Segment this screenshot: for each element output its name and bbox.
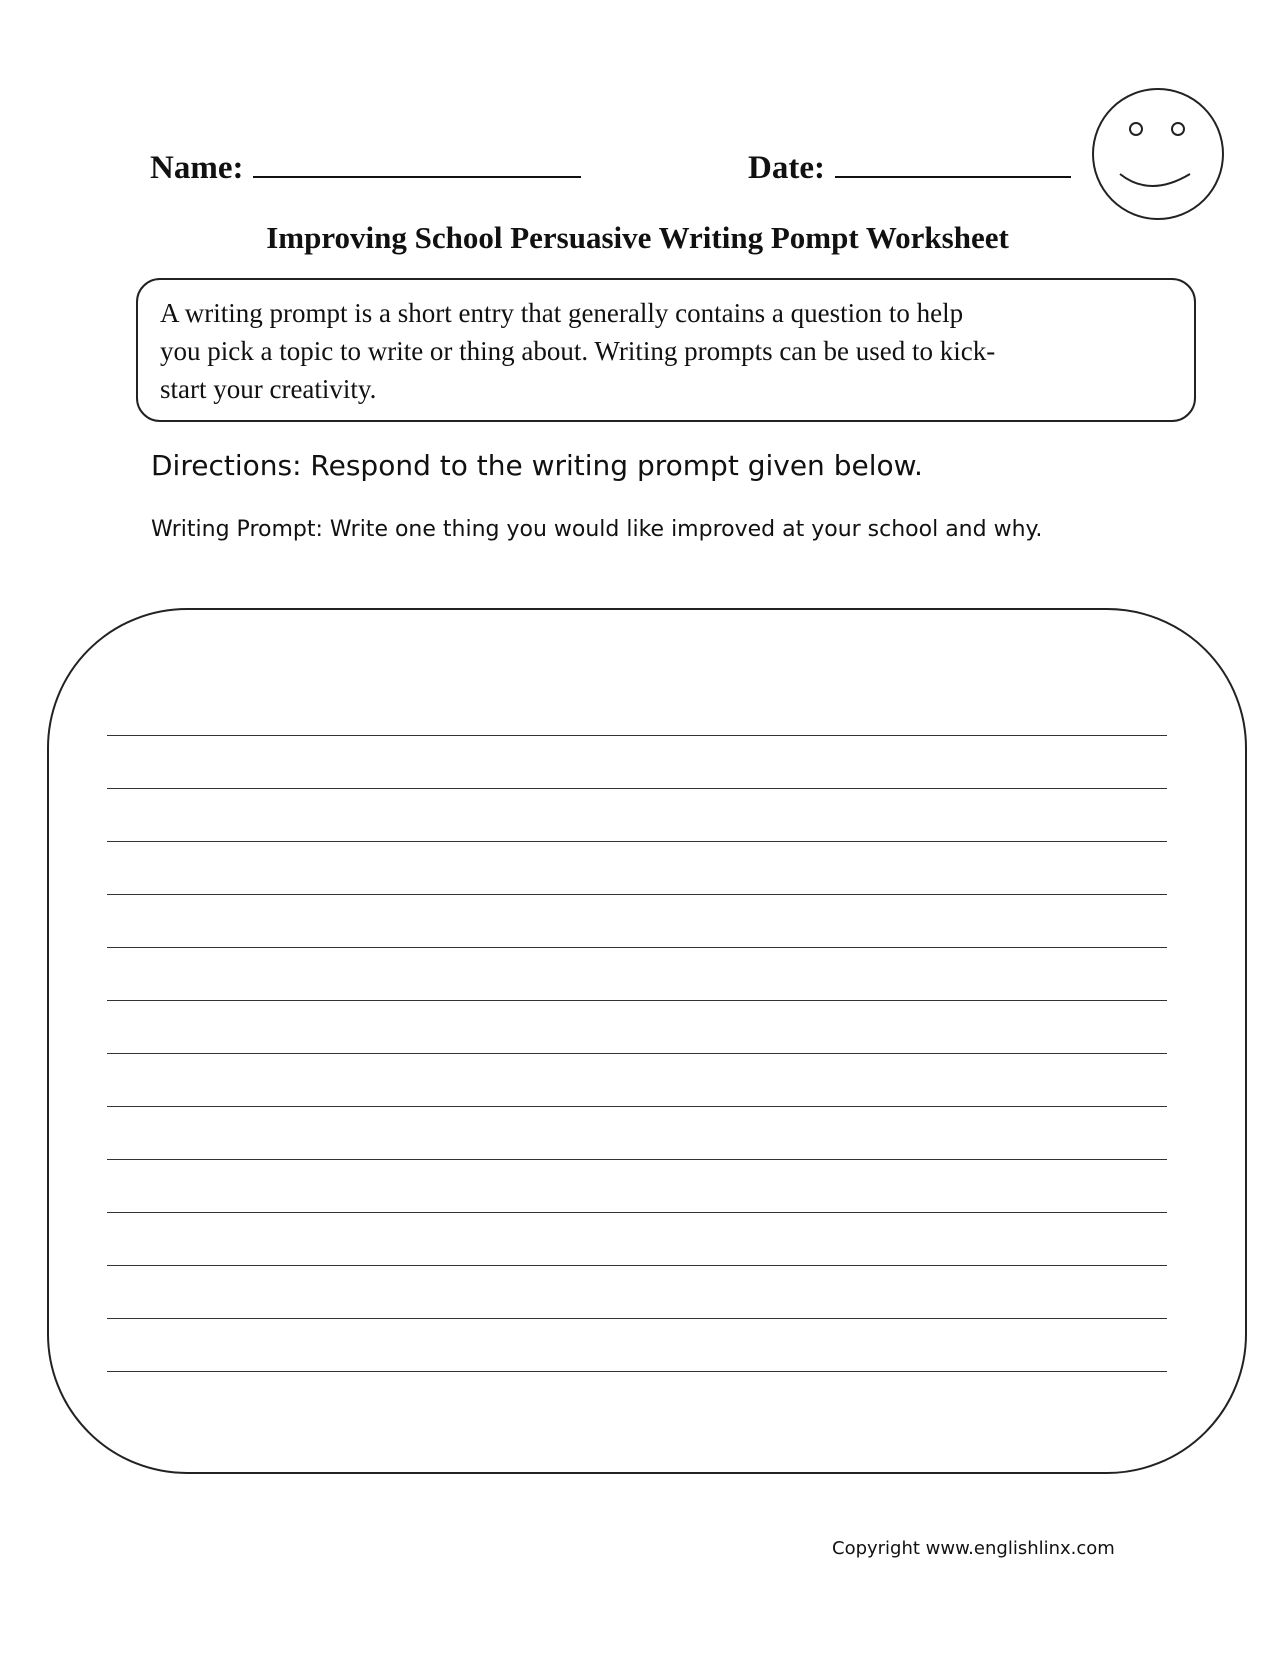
writing-prompt-text: Writing Prompt: Write one thing you would like improved at your school and why. xyxy=(151,517,1043,542)
answer-line[interactable] xyxy=(107,1053,1167,1054)
answer-line[interactable] xyxy=(107,841,1167,842)
answer-line[interactable] xyxy=(107,735,1167,736)
answer-line[interactable] xyxy=(107,788,1167,789)
answer-line[interactable] xyxy=(107,1265,1167,1266)
date-field[interactable] xyxy=(748,150,1071,187)
date-label: Date: xyxy=(748,150,825,186)
answer-line[interactable] xyxy=(107,1106,1167,1107)
answer-line[interactable] xyxy=(107,1159,1167,1160)
answer-line[interactable] xyxy=(107,894,1167,895)
name-field[interactable] xyxy=(150,150,581,187)
intro-box xyxy=(136,278,1196,422)
answer-line[interactable] xyxy=(107,1212,1167,1213)
directions-text: Directions: Respond to the writing prompt given below. xyxy=(151,449,923,482)
intro-line: start your creativity. xyxy=(160,374,377,404)
intro-line: A writing prompt is a short entry that generally contains a question to help xyxy=(160,298,964,328)
answer-line[interactable] xyxy=(107,1371,1167,1372)
name-label: Name: xyxy=(150,150,244,186)
answer-line[interactable] xyxy=(107,947,1167,948)
page-title: Improving School Persuasive Writing Pompt Worksheet xyxy=(266,220,1009,255)
intro-line: you pick a topic to write or thing about. Writing prompts can be used to kick- xyxy=(160,336,996,366)
date-blank[interactable] xyxy=(835,150,1071,178)
answer-line[interactable] xyxy=(107,1000,1167,1001)
smiley-face-icon xyxy=(1090,86,1226,222)
writing-area[interactable] xyxy=(47,608,1247,1474)
name-blank[interactable] xyxy=(253,150,581,178)
answer-line[interactable] xyxy=(107,1318,1167,1319)
copyright-text: Copyright www.englishlinx.com xyxy=(832,1538,1115,1559)
